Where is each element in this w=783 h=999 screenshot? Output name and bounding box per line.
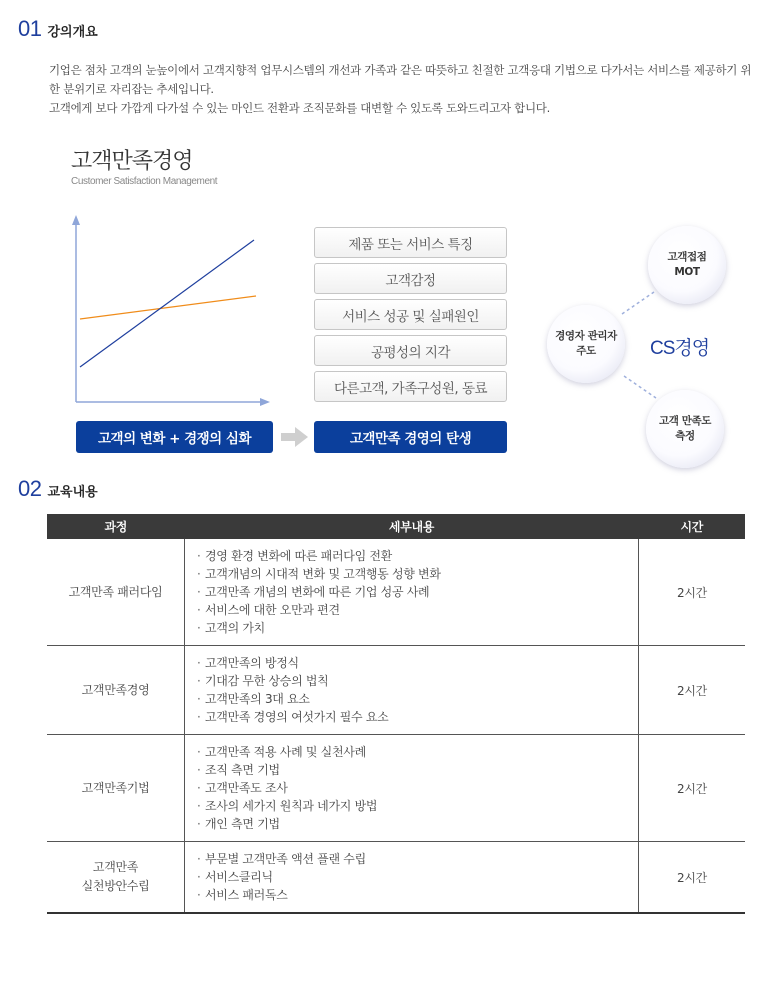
right-arrow-icon <box>281 426 309 448</box>
detail-item: · 고객만족의 3대 요소 <box>197 690 626 708</box>
intro-text <box>49 61 754 118</box>
detail-item: · 고객만족의 방정식 <box>197 654 626 672</box>
bubble-management-line1: 경영자 관리자 <box>555 330 617 342</box>
detail-item: · 개인 측면 기법 <box>197 815 626 833</box>
factor-box: 고객감정 <box>314 263 507 294</box>
time-cell: 2시간 <box>639 646 746 735</box>
detail-item: · 조사의 세가지 원칙과 네가지 방법 <box>197 797 626 815</box>
detail-item: · 조직 측면 기법 <box>197 761 626 779</box>
detail-item: · 서비스에 대한 오만과 편견 <box>197 601 626 619</box>
detail-item: · 고객만족 경영의 여섯가지 필수 요소 <box>197 708 626 726</box>
bubble-mot-line1: 고객접점 <box>667 251 707 263</box>
trend-graph <box>66 212 276 407</box>
table-header-row <box>47 514 745 539</box>
section-number: 02 <box>18 476 42 501</box>
detail-cell <box>185 842 639 914</box>
section-title: 강의개요 <box>47 25 98 40</box>
course-cell <box>47 539 185 646</box>
course-name: 고객만족 <box>92 860 139 874</box>
section-02-heading <box>18 476 98 502</box>
y-axis-arrow <box>72 215 80 225</box>
detail-item: · 기대감 무한 상승의 법칙 <box>197 672 626 690</box>
intro-paragraph-1: 기업은 점차 고객의 눈높이에서 고객지향적 업무시스템의 개선과 가족과 같은 따뜻하고 친절한 고객응대 기법으로 다가서는 서비스를 제공하기 위한 분위기로 자리잡는 추세입니다. <box>49 63 752 96</box>
bubble-measurement-line1: 고객 만족도 <box>659 415 711 427</box>
header-course: 과정 <box>47 514 185 539</box>
factor-box-list <box>314 227 507 407</box>
detail-cell <box>185 646 639 735</box>
header-time: 시간 <box>639 514 746 539</box>
curriculum-table <box>47 514 745 914</box>
detail-item: · 고객의 가치 <box>197 619 626 637</box>
dash-connector-top <box>618 288 658 318</box>
course-name: 고객만족 패러다임 <box>68 584 163 599</box>
detail-item: · 고객만족도 조사 <box>197 779 626 797</box>
bubble-management-line2: 주도 <box>576 345 596 357</box>
bubble-measurement <box>646 390 724 468</box>
factor-box: 서비스 성공 및 실패원인 <box>314 299 507 330</box>
section-title: 교육내용 <box>47 485 98 500</box>
customer-change-pill: 고객의 변화 + 경쟁의 심화 <box>76 421 273 453</box>
diagram-title: 고객만족경영 <box>71 149 193 174</box>
detail-cell <box>185 735 639 842</box>
cs-birth-pill: 고객만족 경영의 탄생 <box>314 421 507 453</box>
course-cell <box>47 735 185 842</box>
detail-item: · 고객만족 개념의 변화에 따른 기업 성공 사례 <box>197 583 626 601</box>
factor-box: 제품 또는 서비스 특징 <box>314 227 507 258</box>
course-cell <box>47 646 185 735</box>
table-row <box>47 646 745 735</box>
x-axis-arrow <box>260 398 270 406</box>
table-row <box>47 735 745 842</box>
blue-line <box>80 240 254 367</box>
bubble-management <box>547 305 625 383</box>
bubble-mot-line2: MOT <box>674 266 700 278</box>
orange-line <box>80 296 256 319</box>
diagram-subtitle: Customer Satisfaction Management <box>71 176 218 187</box>
detail-item: · 부문별 고객만족 액션 플랜 수립 <box>197 850 626 868</box>
bubble-mot <box>648 226 726 304</box>
dash-connector-bottom <box>620 372 660 402</box>
detail-cell <box>185 539 639 646</box>
course-name: 실천방안수립 <box>81 879 150 893</box>
section-number: 01 <box>18 16 42 41</box>
course-name: 고객만족경영 <box>81 682 150 697</box>
cs-management-label: CS경영 <box>650 338 710 359</box>
course-cell <box>47 842 185 914</box>
detail-item: · 경영 환경 변화에 따른 패러다임 전환 <box>197 547 626 565</box>
detail-item: · 서비스클리닉 <box>197 868 626 886</box>
course-name: 고객만족기법 <box>81 780 150 795</box>
detail-item: · 서비스 패러독스 <box>197 886 626 904</box>
time-cell: 2시간 <box>639 735 746 842</box>
factor-box: 다른고객, 가족구성원, 동료 <box>314 371 507 402</box>
time-cell: 2시간 <box>639 842 746 914</box>
intro-paragraph-2: 고객에게 보다 가깝게 다가설 수 있는 마인드 전환과 조직문화를 대변할 수 있도록 도와드리고자 합니다. <box>49 101 550 115</box>
section-01-heading <box>18 16 98 42</box>
table-row <box>47 539 745 646</box>
header-details: 세부내용 <box>185 514 639 539</box>
table-row <box>47 842 745 914</box>
detail-item: · 고객만족 적용 사례 및 실천사례 <box>197 743 626 761</box>
detail-item: · 고객개념의 시대적 변화 및 고객행동 성향 변화 <box>197 565 626 583</box>
bubble-measurement-line2: 측정 <box>675 430 695 442</box>
time-cell: 2시간 <box>639 539 746 646</box>
factor-box: 공평성의 지각 <box>314 335 507 366</box>
